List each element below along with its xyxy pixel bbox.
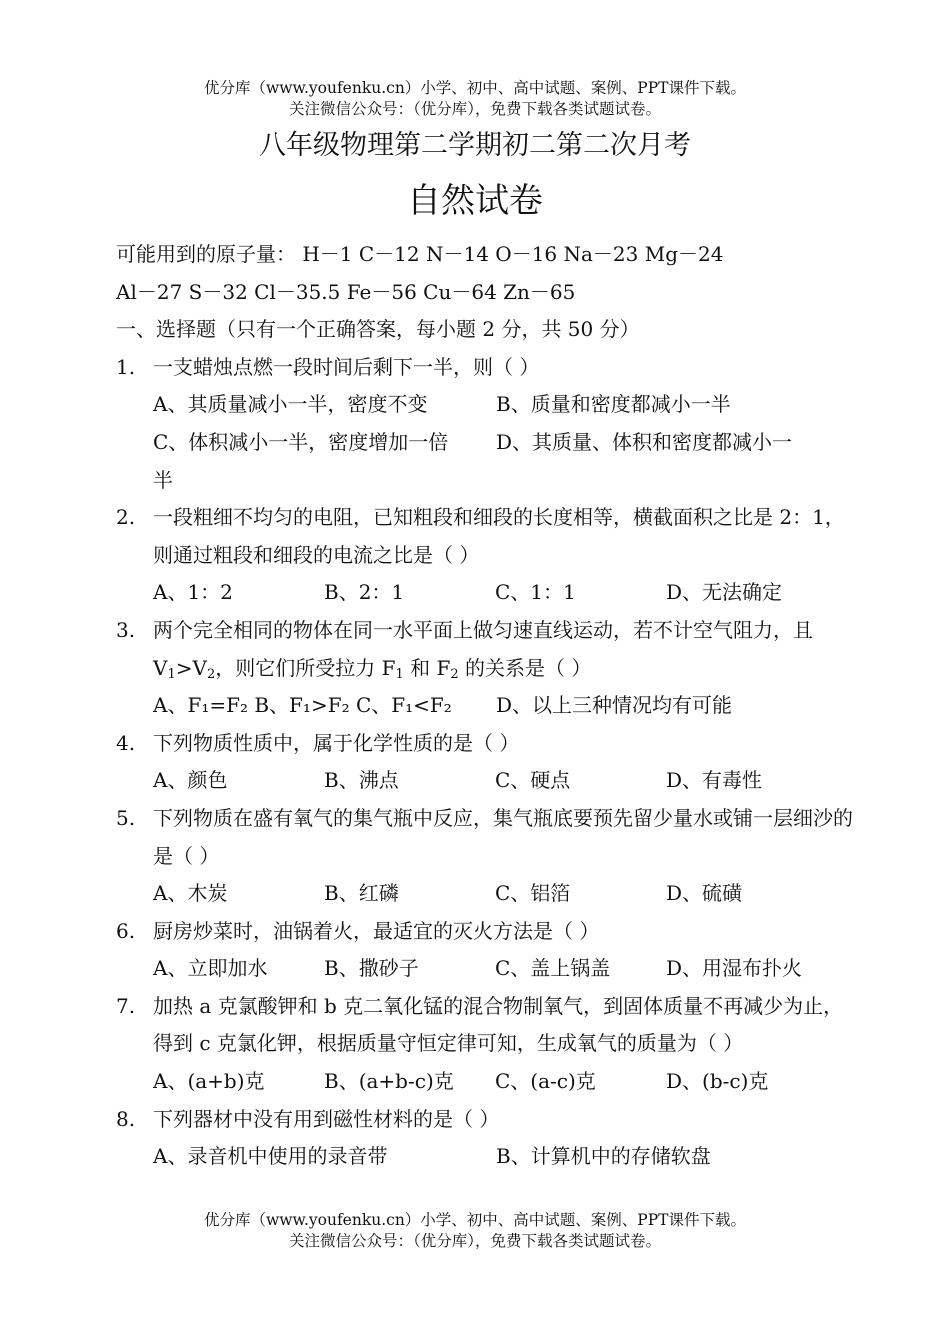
question-text: 一支蜡烛点燃一段时间后剩下一半，则（ ） (153, 354, 540, 379)
option-d: D、其质量、体积和密度都减小一 (496, 429, 793, 454)
option-a: A、1：2 (153, 580, 233, 605)
option-d: D、用湿布扑火 (666, 956, 803, 981)
question-8-options (116, 1138, 856, 1176)
question-number: 3. (116, 617, 136, 642)
question-number: 6. (116, 918, 136, 943)
option-c: C、硬点 (495, 768, 571, 793)
question-number: 8. (116, 1106, 136, 1131)
question-2-options (116, 574, 856, 612)
option-d: D、有毒性 (666, 768, 763, 793)
question-text: 下列物质性质中，属于化学性质的是（ ） (153, 730, 520, 755)
question-4 (116, 725, 856, 763)
question-6 (116, 913, 856, 951)
option-b: B、计算机中的存储软盘 (496, 1144, 711, 1169)
option-b: B、撒砂子 (324, 956, 419, 981)
option-b: B、红磷 (324, 881, 399, 906)
exam-title: 八年级物理第二学期初二第二次月考 (259, 130, 691, 161)
question-5-options (116, 875, 856, 913)
question-3-options (116, 687, 856, 725)
option-a: A、立即加水 (153, 956, 268, 981)
question-text: 厨房炒菜时，油锅着火，最适宜的灭火方法是（ ） (153, 918, 600, 943)
section-heading: 一、选择题（只有一个正确答案，每小题 2 分，共 50 分） (116, 317, 640, 342)
option-a: A、颜色 (153, 768, 228, 793)
footer-banner (0, 1210, 950, 1252)
option-abc: A、F₁=F₂ B、F₁>F₂ C、F₁<F₂ (153, 693, 452, 718)
question-1-options-row-2 (116, 424, 856, 462)
question-text: 下列物质在盛有氧气的集气瓶中反应，集气瓶底要预先留少量水或铺一层细沙的是（ ） (153, 805, 853, 868)
header-banner (0, 78, 950, 120)
question-7-options (116, 1063, 856, 1101)
header-line-2: 关注微信公众号：（优分库），免费下载各类试题试卷。 (288, 100, 661, 118)
question-1 (116, 349, 856, 387)
header-line-1: 优分库（www.youfenku.cn）小学、初中、高中试题、案例、PPT课件下载。 (203, 79, 747, 97)
option-d: D、(b-c)克 (666, 1069, 769, 1094)
exam-body (116, 236, 856, 1176)
option-c: C、体积减小一半，密度增加一倍 (153, 429, 449, 454)
option-a: A、(a+b)克 (153, 1069, 265, 1094)
option-b: B、2：1 (324, 580, 405, 605)
question-number: 7. (116, 993, 136, 1018)
question-7 (116, 988, 856, 1063)
question-text: 下列器材中没有用到磁性材料的是（ ） (153, 1106, 500, 1131)
question-6-options (116, 950, 856, 988)
option-d: D、以上三种情况均有可能 (496, 693, 733, 718)
option-b: B、(a+b-c)克 (324, 1069, 454, 1094)
question-number: 4. (116, 730, 136, 755)
option-c: C、盖上锅盖 (495, 956, 611, 981)
question-text: 加热 a 克氯酸钾和 b 克二氧化锰的混合物制氧气，到固体质量不再减少为止，得到 c 克氯化钾，根据质量守恒定律可知，生成氧气的质量为（ ） (153, 993, 844, 1056)
footer-line-1: 优分库（www.youfenku.cn）小学、初中、高中试题、案例、PPT课件下载。 (203, 1211, 747, 1229)
question-1-options-row-1 (116, 386, 856, 424)
option-b: B、质量和密度都减小一半 (496, 392, 731, 417)
option-d: D、硫磺 (666, 881, 743, 906)
option-d-wrap: 半 (153, 467, 173, 492)
option-a: A、其质量减小一半，密度不变 (153, 392, 428, 417)
option-b: B、沸点 (324, 768, 399, 793)
footer-line-2: 关注微信公众号：（优分库），免费下载各类试题试卷。 (288, 1232, 661, 1250)
question-number: 5. (116, 805, 136, 830)
option-c: C、(a-c)克 (495, 1069, 596, 1094)
atomic-mass-line-2: Al－27 S－32 Cl－35.5 Fe－56 Cu－64 Zn－65 (116, 279, 576, 304)
question-number: 2. (116, 505, 136, 530)
option-d: D、无法确定 (666, 580, 783, 605)
question-3 (116, 612, 856, 687)
question-number: 1. (116, 354, 136, 379)
question-text: 一段粗细不均匀的电阻，已知粗段和细段的长度相等，横截面积之比是 2：1，则通过粗段和细段的电流之比是（ ） (153, 505, 845, 567)
question-4-options (116, 762, 856, 800)
option-a: A、木炭 (153, 881, 228, 906)
question-8 (116, 1101, 856, 1139)
atomic-mass-line-1: 可能用到的原子量： H－1 C－12 N－14 O－16 Na－23 Mg－24 (116, 242, 724, 266)
option-c: C、铝箔 (495, 881, 571, 906)
option-c: C、1：1 (495, 580, 576, 605)
question-2 (116, 499, 856, 574)
question-text: 两个完全相同的物体在同一水平面上做匀速直线运动，若不计空气阻力，且 $V_1>V_2$，则它们所受拉力 $F_1$ 和 $F_2$ 的关系是（ ） (153, 617, 813, 682)
option-a: A、录音机中使用的录音带 (153, 1144, 388, 1169)
question-5 (116, 800, 856, 875)
exam-subtitle: 自然试卷 (407, 181, 543, 221)
